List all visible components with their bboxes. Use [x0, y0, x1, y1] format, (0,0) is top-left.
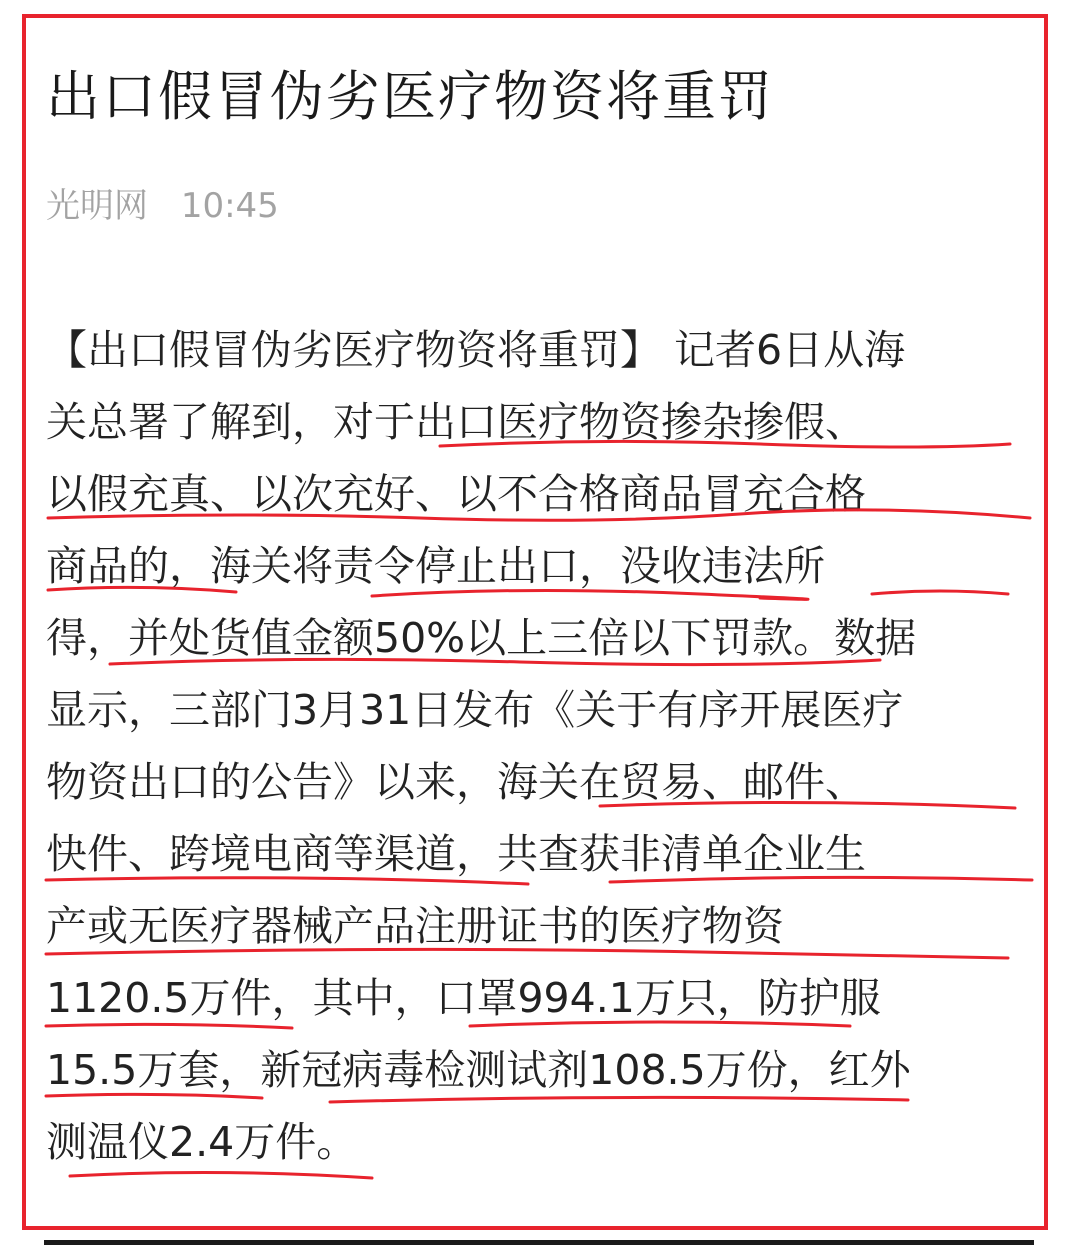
- body-line: 商品的，海关将责令停止出口，没收违法所: [46, 542, 825, 590]
- body-line: 显示，三部门3月31日发布《关于有序开展医疗: [46, 686, 904, 734]
- article-source: 光明网: [46, 186, 148, 226]
- bottom-divider: [44, 1240, 1034, 1245]
- body-line: 15.5万套，新冠病毒检测试剂108.5万份，红外: [46, 1046, 911, 1094]
- article-time: 10:45: [180, 186, 279, 226]
- body-line: 快件、跨境电商等渠道，共查获非清单企业生: [46, 830, 866, 878]
- body-line: 【出口假冒伪劣医疗物资将重罚】 记者6日从海: [46, 326, 906, 374]
- body-line: 得，并处货值金额50%以上三倍以下罚款。数据: [46, 614, 917, 662]
- body-line: 测温仪2.4万件。: [46, 1118, 358, 1166]
- body-line: 产或无医疗器械产品注册证书的医疗物资: [46, 902, 784, 950]
- article-title: 出口假冒伪劣医疗物资将重罚: [46, 65, 774, 128]
- article-meta: [46, 182, 279, 230]
- body-line: 1120.5万件，其中，口罩994.1万只，防护服: [46, 974, 881, 1022]
- body-line: 以假充真、以次充好、以不合格商品冒充合格: [46, 470, 866, 518]
- body-line: 物资出口的公告》以来，海关在贸易、邮件、: [46, 758, 866, 806]
- body-line: 关总署了解到，对于出口医疗物资掺杂掺假、: [46, 398, 866, 446]
